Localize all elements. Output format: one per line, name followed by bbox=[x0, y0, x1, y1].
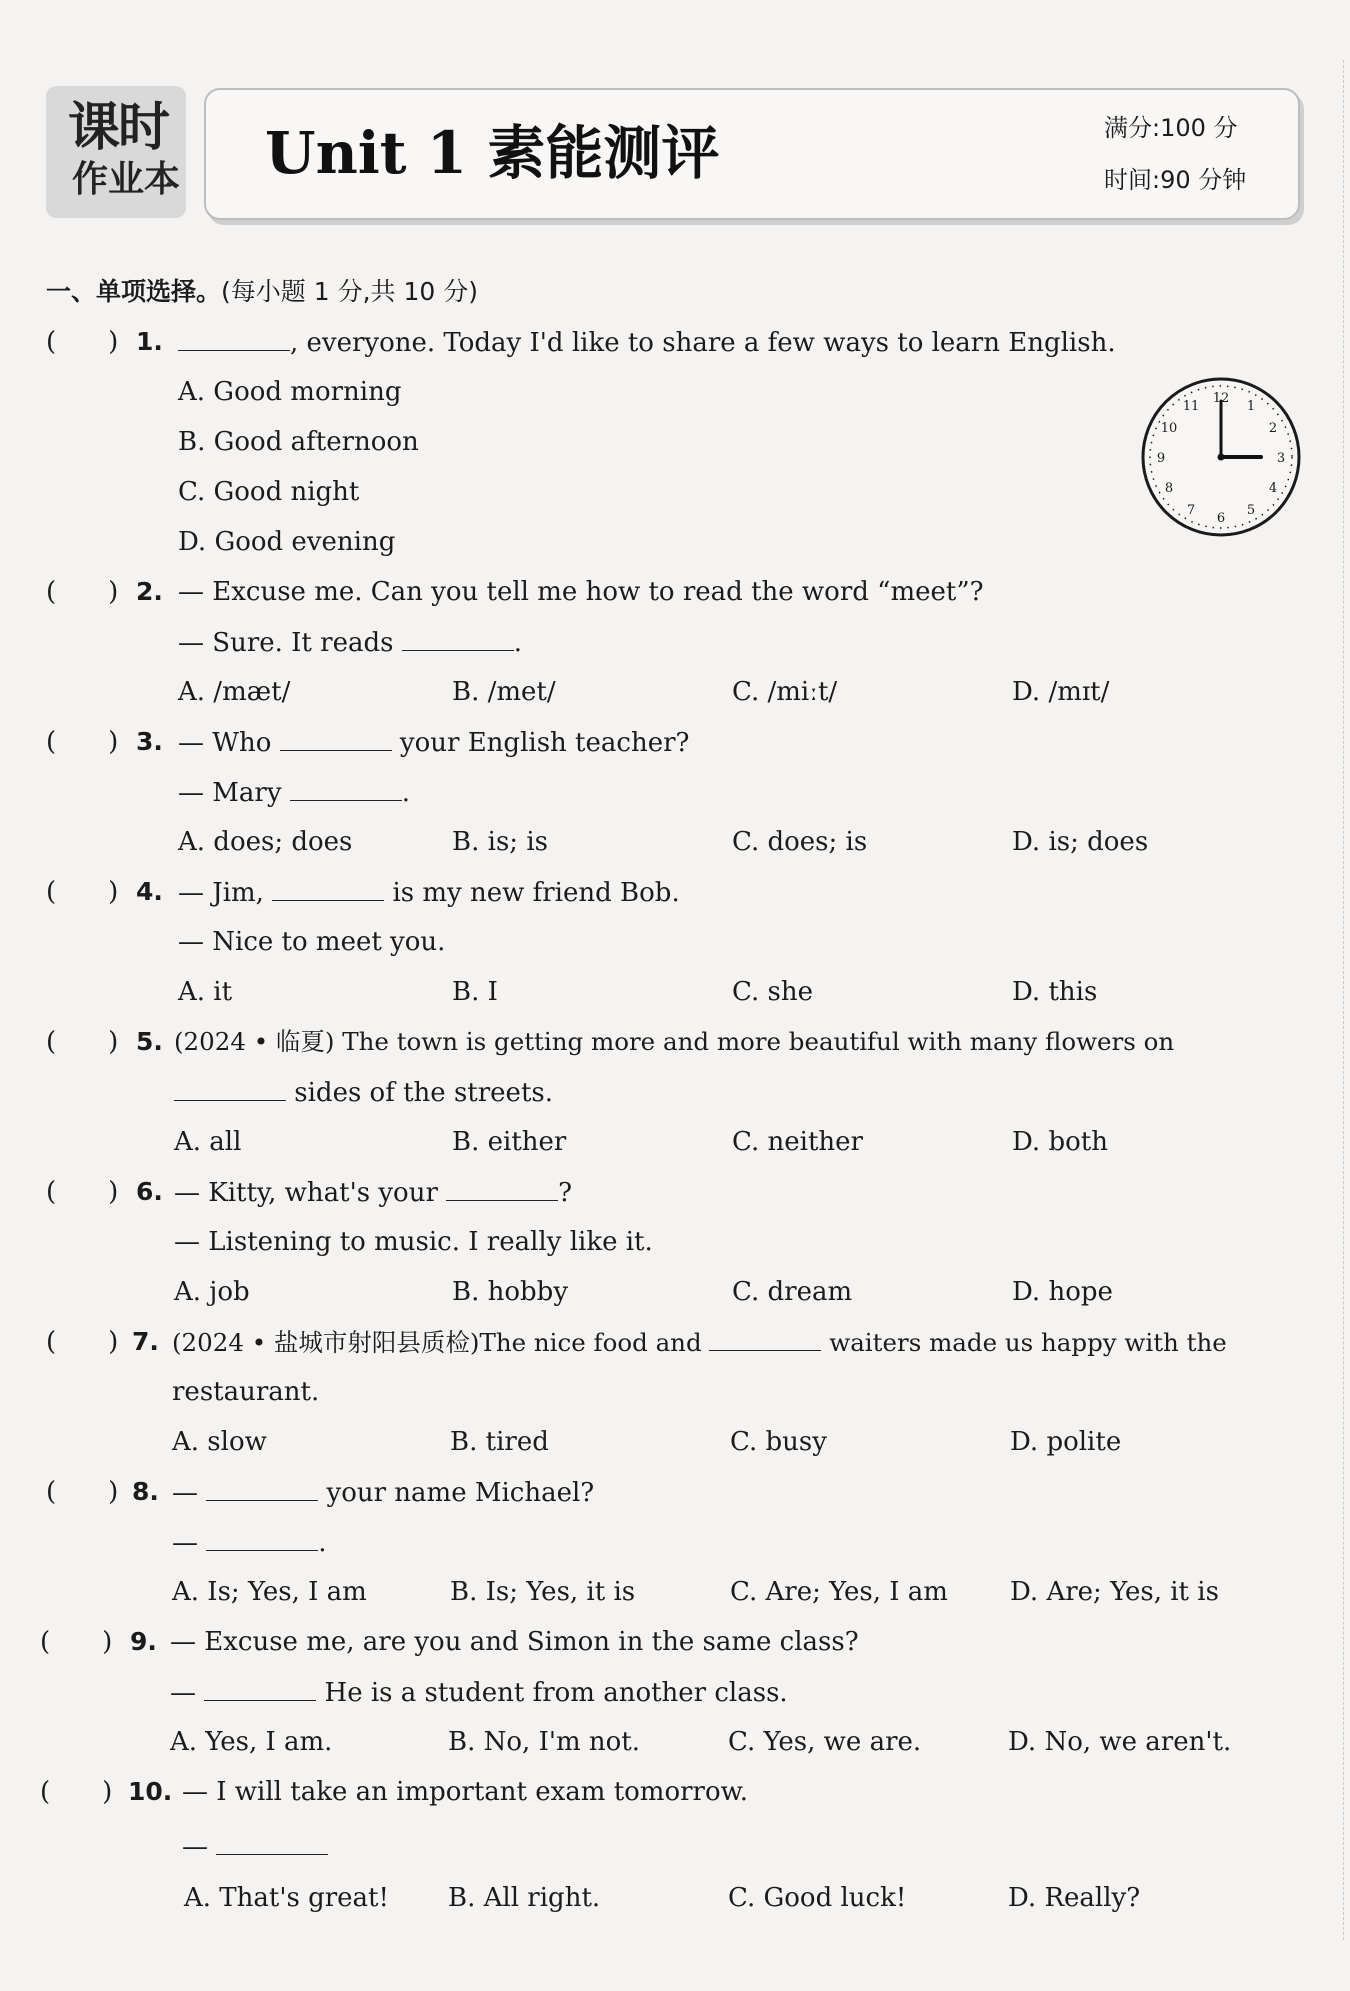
question-7-line1 bbox=[172, 1324, 1227, 1361]
answer-blank[interactable] bbox=[272, 874, 384, 901]
question-8-line2 bbox=[172, 1524, 327, 1561]
question-8-reply-dash: — bbox=[172, 1528, 198, 1558]
option-d: D. Good evening bbox=[178, 527, 396, 557]
option-b: B. Good afternoon bbox=[178, 427, 419, 457]
question-6-line1 bbox=[174, 1174, 572, 1211]
option-c: C. she bbox=[732, 977, 813, 1007]
option-b: B. I bbox=[452, 977, 498, 1007]
question-6-end: ? bbox=[558, 1178, 573, 1208]
option-d: D. Really? bbox=[1008, 1883, 1141, 1913]
answer-paren[interactable]: ( ) bbox=[40, 1627, 113, 1657]
question-9-text: He is a student from another class. bbox=[324, 1678, 788, 1708]
option-b: B. All right. bbox=[448, 1883, 601, 1913]
logo-line2: 作业本 bbox=[72, 159, 181, 200]
question-4-line1 bbox=[178, 874, 680, 911]
clock-numeral: 6 bbox=[1216, 511, 1226, 526]
answer-paren[interactable]: ( ) bbox=[46, 577, 119, 607]
option-d: D. Are; Yes, it is bbox=[1010, 1577, 1219, 1607]
option-a: A. Is; Yes, I am bbox=[172, 1577, 367, 1607]
option-a: A. That's great! bbox=[184, 1883, 389, 1913]
question-number: 9. bbox=[130, 1627, 157, 1656]
question-5-text-end: sides of the streets. bbox=[294, 1078, 553, 1108]
option-c: C. Are; Yes, I am bbox=[730, 1577, 948, 1607]
question-number: 8. bbox=[132, 1477, 159, 1506]
question-8-dash: — bbox=[172, 1478, 198, 1508]
question-number: 3. bbox=[136, 727, 163, 756]
option-a: A. Yes, I am. bbox=[170, 1727, 333, 1757]
option-b: B. is; is bbox=[452, 827, 548, 857]
clock-icon bbox=[1140, 376, 1302, 538]
question-8-text: your name Michael? bbox=[326, 1478, 595, 1508]
option-d: D. both bbox=[1012, 1127, 1108, 1157]
question-1-stem bbox=[178, 324, 1116, 361]
answer-blank[interactable] bbox=[402, 624, 514, 651]
question-8-end: . bbox=[318, 1528, 327, 1558]
option-d: D. No, we aren't. bbox=[1008, 1727, 1232, 1757]
answer-blank[interactable] bbox=[206, 1524, 318, 1551]
clock-numeral: 11 bbox=[1182, 399, 1200, 414]
question-2-text: — Sure. It reads bbox=[178, 628, 394, 658]
option-c: C. busy bbox=[730, 1427, 827, 1457]
question-6-line2: — Listening to music. I really like it. bbox=[174, 1227, 653, 1257]
logo bbox=[46, 86, 186, 218]
question-3-line2 bbox=[178, 774, 410, 811]
clock-numeral: 4 bbox=[1268, 481, 1278, 496]
question-9-line2 bbox=[170, 1674, 788, 1711]
answer-paren[interactable]: ( ) bbox=[40, 1777, 113, 1807]
option-a: A. slow bbox=[172, 1427, 267, 1457]
question-3-end: . bbox=[401, 778, 411, 808]
question-3-line1 bbox=[178, 724, 689, 761]
question-9-line1: — Excuse me, are you and Simon in the same class? bbox=[170, 1627, 859, 1657]
question-3-text: — Who bbox=[178, 728, 272, 758]
question-number: 4. bbox=[136, 877, 163, 906]
option-b: B. hobby bbox=[452, 1277, 569, 1307]
option-a: A. /mæt/ bbox=[178, 677, 291, 707]
option-d: D. /mɪt/ bbox=[1012, 677, 1110, 707]
option-c: C. does; is bbox=[732, 827, 868, 857]
answer-blank[interactable] bbox=[446, 1174, 558, 1201]
question-number: 2. bbox=[136, 577, 163, 606]
answer-blank[interactable] bbox=[178, 324, 290, 351]
question-4-text: — Jim, bbox=[178, 878, 264, 908]
answer-paren[interactable]: ( ) bbox=[46, 327, 119, 357]
question-4-text-end: is my new friend Bob. bbox=[392, 878, 680, 908]
question-1-text: , everyone. Today I'd like to share a few ways to learn English. bbox=[290, 328, 1116, 358]
answer-blank[interactable] bbox=[709, 1324, 821, 1351]
question-number: 5. bbox=[136, 1027, 163, 1056]
option-b: B. either bbox=[452, 1127, 567, 1157]
question-8-line1 bbox=[172, 1474, 594, 1511]
answer-blank[interactable] bbox=[204, 1674, 316, 1701]
question-4-line2: — Nice to meet you. bbox=[178, 927, 446, 957]
option-a: A. Good morning bbox=[178, 377, 402, 407]
answer-paren[interactable]: ( ) bbox=[46, 877, 119, 907]
question-2-line2 bbox=[178, 624, 522, 661]
question-9-dash: — bbox=[170, 1678, 196, 1708]
clock-numeral: 1 bbox=[1246, 399, 1256, 414]
section-heading: 一、单项选择。 bbox=[46, 277, 222, 306]
clock-numeral: 10 bbox=[1160, 421, 1178, 436]
option-a: A. job bbox=[174, 1277, 250, 1307]
option-a: A. it bbox=[178, 977, 233, 1007]
question-number: 6. bbox=[136, 1177, 163, 1206]
question-2-line1: — Excuse me. Can you tell me how to read the word “meet”? bbox=[178, 577, 984, 607]
question-10-line1: — I will take an important exam tomorrow. bbox=[182, 1777, 749, 1807]
option-d: D. this bbox=[1012, 977, 1098, 1007]
question-number: 10. bbox=[128, 1777, 173, 1806]
option-b: B. No, I'm not. bbox=[448, 1727, 641, 1757]
option-c: C. Good luck! bbox=[728, 1883, 907, 1913]
option-c: C. neither bbox=[732, 1127, 863, 1157]
option-d: D. hope bbox=[1012, 1277, 1113, 1307]
option-a: A. does; does bbox=[178, 827, 353, 857]
option-c: C. Yes, we are. bbox=[728, 1727, 922, 1757]
clock-numeral: 8 bbox=[1164, 481, 1174, 496]
option-c: C. dream bbox=[732, 1277, 853, 1307]
answer-paren[interactable]: ( ) bbox=[46, 1027, 119, 1057]
answer-paren[interactable]: ( ) bbox=[46, 727, 119, 757]
question-number: 7. bbox=[132, 1327, 159, 1356]
question-5-line1: (2024 • 临夏) The town is getting more and more beautiful with many flowers on bbox=[174, 1027, 1175, 1056]
answer-paren[interactable]: ( ) bbox=[46, 1477, 119, 1507]
question-2-end: . bbox=[513, 628, 522, 658]
question-7-line2: restaurant. bbox=[172, 1377, 320, 1407]
answer-blank[interactable] bbox=[216, 1828, 328, 1855]
logo-line1: 课时 bbox=[68, 98, 169, 158]
option-d: D. polite bbox=[1010, 1427, 1122, 1457]
answer-blank[interactable] bbox=[174, 1074, 286, 1101]
question-3-text-end: your English teacher? bbox=[399, 728, 690, 758]
clock-numeral: 3 bbox=[1276, 451, 1286, 466]
question-6-text: — Kitty, what's your bbox=[174, 1178, 438, 1208]
option-b: B. tired bbox=[450, 1427, 549, 1457]
question-3-reply: — Mary bbox=[178, 778, 282, 808]
question-7-text: (2024 • 盐城市射阳县质检)The nice food and bbox=[172, 1328, 702, 1357]
option-a: A. all bbox=[174, 1127, 242, 1157]
option-b: B. Is; Yes, it is bbox=[450, 1577, 636, 1607]
page-edge bbox=[1341, 60, 1344, 1940]
clock-numeral: 5 bbox=[1246, 503, 1256, 518]
option-b: B. /met/ bbox=[452, 677, 556, 707]
answer-paren[interactable]: ( ) bbox=[46, 1177, 119, 1207]
clock-numeral: 12 bbox=[1212, 391, 1230, 406]
answer-paren[interactable]: ( ) bbox=[46, 1327, 119, 1357]
section-title bbox=[46, 272, 478, 308]
option-d: D. is; does bbox=[1012, 827, 1149, 857]
clock-numeral: 2 bbox=[1268, 421, 1278, 436]
question-10-line2 bbox=[182, 1828, 328, 1865]
answer-blank[interactable] bbox=[280, 724, 392, 751]
answer-blank[interactable] bbox=[290, 774, 402, 801]
question-number: 1. bbox=[136, 327, 163, 356]
clock-numeral: 7 bbox=[1186, 503, 1196, 518]
answer-blank[interactable] bbox=[206, 1474, 318, 1501]
option-c: C. Good night bbox=[178, 477, 360, 507]
question-10-dash: — bbox=[182, 1832, 208, 1862]
section-note: (每小题 1 分,共 10 分) bbox=[221, 277, 478, 306]
time-limit: 时间:90 分钟 bbox=[1104, 166, 1247, 194]
option-c: C. /miːt/ bbox=[732, 677, 838, 707]
page-title: Unit 1 素能测评 bbox=[265, 119, 720, 187]
question-5-line2 bbox=[174, 1074, 553, 1111]
question-7-text-end: waiters made us happy with the bbox=[829, 1328, 1227, 1357]
clock-numeral: 9 bbox=[1156, 451, 1166, 466]
full-score: 满分:100 分 bbox=[1104, 114, 1238, 142]
